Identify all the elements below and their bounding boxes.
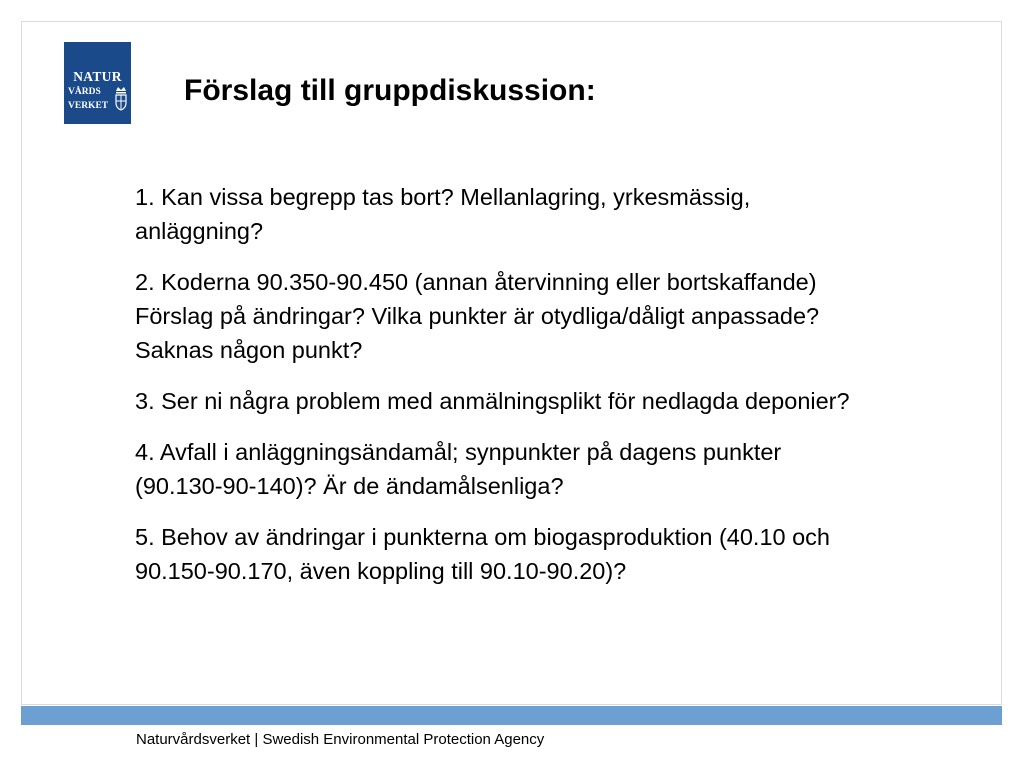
discussion-item-3: 3. Ser ni några problem med anmälningsplikt för nedlagda deponier? [135,388,850,414]
logo-line-2: VÅRDS [68,87,101,97]
crown-crest-icon [114,85,128,111]
footer-accent-bar [21,706,1002,725]
discussion-item-2: 2. Koderna 90.350-90.450 (annan återvinning eller bortskaffande) Förslag på ändringar? Vilka punkter är otydliga/dåligt anpassade? Saknas någon punkt? [135,269,820,363]
naturvardsverket-logo [64,42,131,124]
logo-line-1: NATUR [73,69,122,84]
footer-text: Naturvårdsverket | Swedish Environmental Protection Agency [136,731,545,748]
discussion-item-4: 4. Avfall i anläggningsändamål; synpunkter på dagens punkter (90.130-90-140)? Är de ändamålsenliga? [135,439,782,499]
discussion-list [135,180,855,605]
slide-title: Förslag till gruppdiskussion: [184,74,596,107]
discussion-item-5: 5. Behov av ändringar i punkterna om biogasproduktion (40.10 och 90.150-90.170, även koppling till 90.10-90.20)? [135,524,831,584]
discussion-item-1: 1. Kan vissa begrepp tas bort? Mellanlagring, yrkesmässig, anläggning? [135,184,751,244]
logo-line-3: VERKET [68,101,109,111]
